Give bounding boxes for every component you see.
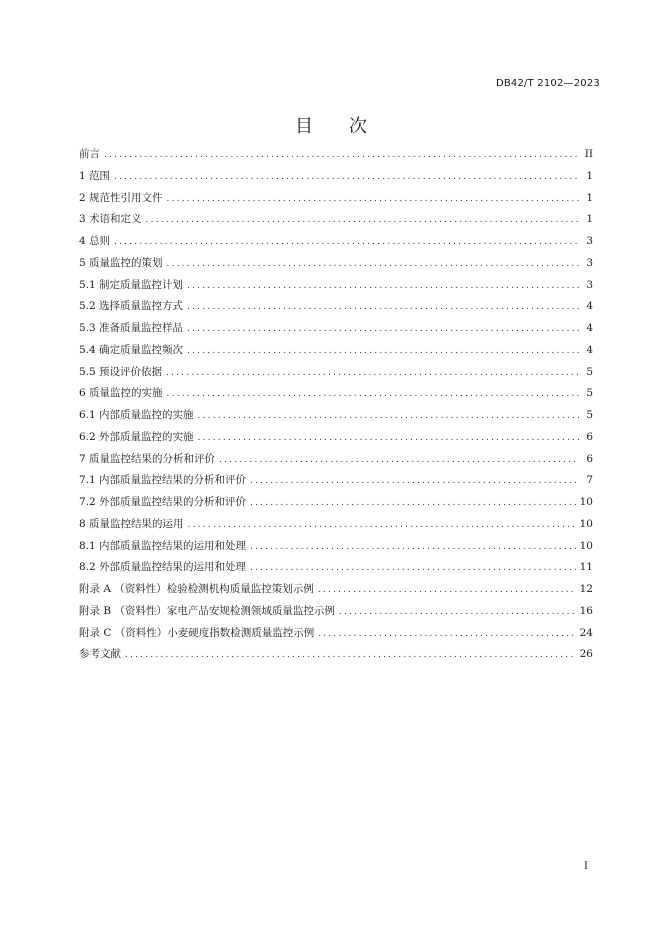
- toc-entry-page: 10: [579, 496, 593, 508]
- toc-entry[interactable]: [79, 340, 593, 362]
- toc-entry[interactable]: [79, 557, 593, 579]
- toc-entry-title: 2 规范性引用文件: [79, 191, 163, 204]
- toc-entry-page: 26: [579, 648, 593, 661]
- toc-entry-title: 1 范围: [79, 169, 111, 182]
- toc-entry[interactable]: [79, 514, 593, 536]
- toc-entry[interactable]: [79, 296, 593, 318]
- toc-entry-page: 4: [586, 300, 593, 313]
- toc-entry[interactable]: [79, 492, 593, 514]
- toc-entry-title: 5 质量监控的策划: [79, 256, 163, 269]
- toc-dot-leader: [188, 515, 576, 537]
- toc-entry-page: II: [584, 148, 593, 160]
- toc-dot-leader: [104, 145, 579, 167]
- toc-entry-page: 16: [579, 604, 593, 617]
- toc-entry-title: 5.3 准备质量监控样品: [79, 322, 184, 334]
- toc-dot-leader: [187, 341, 579, 363]
- toc-dot-leader: [250, 493, 576, 515]
- toc-entry-page: 1: [586, 213, 593, 226]
- toc-entry-title: 5.1 制定质量监控计划: [79, 278, 184, 291]
- toc-dot-leader: [198, 428, 579, 450]
- toc-entry[interactable]: [79, 253, 593, 275]
- toc-entry-page: 3: [586, 278, 593, 291]
- toc-entry[interactable]: [79, 275, 593, 297]
- toc-dot-leader: [250, 471, 579, 493]
- toc-entry-page: 6: [586, 430, 593, 443]
- toc-entry[interactable]: [79, 644, 593, 666]
- toc-entry[interactable]: [79, 144, 593, 166]
- toc-entry[interactable]: [79, 579, 593, 601]
- document-code: DB42/T 2102—2023: [495, 78, 600, 89]
- toc-dot-leader: [219, 450, 579, 472]
- toc-entry[interactable]: [79, 536, 593, 558]
- toc-entry-page: 11: [579, 561, 593, 574]
- toc-entry[interactable]: [79, 318, 593, 340]
- toc-entry-page: 12: [579, 583, 593, 595]
- toc-entry-page: 1: [586, 191, 593, 204]
- toc-entry-title: 5.2 选择质量监控方式: [79, 300, 184, 313]
- toc-entry[interactable]: [79, 166, 593, 188]
- toc-entry-title: 7 质量监控结果的分析和评价: [79, 452, 216, 465]
- toc-entry-title: 附录 C （资料性）小麦硬度指数检测质量监控示例: [79, 626, 315, 639]
- toc-entry[interactable]: [79, 623, 593, 645]
- toc-entry-page: 7: [586, 474, 593, 487]
- toc-dot-leader: [250, 558, 576, 580]
- toc-entry-title: 4 总则: [79, 235, 111, 247]
- toc-entry-title: 6 质量监控的实施: [79, 387, 163, 400]
- toc-entry-page: 4: [586, 322, 593, 334]
- toc-entry-title: 附录 B （资料性）家电产品安规检测领域质量监控示例: [79, 604, 335, 617]
- toc-entry-page: 5: [586, 409, 593, 421]
- toc-entry[interactable]: [79, 405, 593, 427]
- toc-entry-title: 7.1 内部质量监控结果的分析和评价: [79, 474, 247, 487]
- toc-entry-title: 7.2 外部质量监控结果的分析和评价: [79, 496, 247, 508]
- toc-entry[interactable]: [79, 449, 593, 471]
- toc-entry-title: 8 质量监控结果的运用: [79, 517, 184, 530]
- toc-entry[interactable]: [79, 427, 593, 449]
- toc-entry-title: 3 术语和定义: [79, 213, 142, 226]
- toc-entry-page: 1: [586, 169, 593, 182]
- toc-entry-title: 6.2 外部质量监控的实施: [79, 430, 194, 443]
- toc-entry-title: 8.1 内部质量监控结果的运用和处理: [79, 539, 247, 552]
- page-number: I: [584, 861, 588, 872]
- toc-entry-title: 6.1 内部质量监控的实施: [79, 409, 194, 421]
- toc-entry-page: 4: [586, 343, 593, 356]
- toc-dot-leader: [187, 297, 579, 319]
- toc-entry-title: 5.4 确定质量监控频次: [79, 343, 184, 356]
- toc-dot-leader: [167, 189, 579, 211]
- table-of-contents: [79, 144, 593, 666]
- toc-dot-leader: [167, 254, 579, 276]
- toc-entry[interactable]: [79, 362, 593, 384]
- toc-entry-page: 5: [586, 365, 593, 378]
- toc-dot-leader: [198, 406, 579, 428]
- toc-entry-title: 参考文献: [79, 648, 121, 661]
- toc-entry-title: 附录 A （资料性）检验检测机构质量监控策划示例: [79, 583, 314, 595]
- toc-entry-title: 8.2 外部质量监控结果的运用和处理: [79, 561, 247, 574]
- toc-entry-page: 10: [579, 539, 593, 552]
- toc-dot-leader: [146, 210, 579, 232]
- toc-entry-page: 3: [586, 235, 593, 247]
- toc-entry-title: 前言: [79, 148, 100, 160]
- toc-entry-title: 5.5 预设评价依据: [79, 365, 163, 378]
- toc-entry[interactable]: [79, 470, 593, 492]
- toc-entry-page: 5: [586, 387, 593, 400]
- toc-entry-page: 24: [579, 626, 593, 639]
- toc-dot-leader: [125, 645, 576, 667]
- toc-dot-leader: [318, 624, 575, 646]
- page-title: 目 次: [295, 116, 367, 137]
- toc-entry[interactable]: [79, 383, 593, 405]
- toc-entry[interactable]: [79, 601, 593, 623]
- toc-dot-leader: [187, 276, 579, 298]
- toc-dot-leader: [166, 363, 579, 385]
- toc-dot-leader: [339, 602, 576, 624]
- toc-entry-page: 3: [586, 256, 593, 269]
- toc-entry[interactable]: [79, 209, 593, 231]
- toc-dot-leader: [187, 319, 579, 341]
- toc-entry[interactable]: [79, 188, 593, 210]
- toc-dot-leader: [250, 537, 576, 559]
- toc-entry-page: 10: [579, 517, 593, 530]
- toc-dot-leader: [114, 232, 579, 254]
- toc-entry[interactable]: [79, 231, 593, 253]
- toc-dot-leader: [318, 580, 576, 602]
- toc-entry-page: 6: [586, 452, 593, 465]
- toc-dot-leader: [167, 384, 579, 406]
- toc-dot-leader: [114, 167, 579, 189]
